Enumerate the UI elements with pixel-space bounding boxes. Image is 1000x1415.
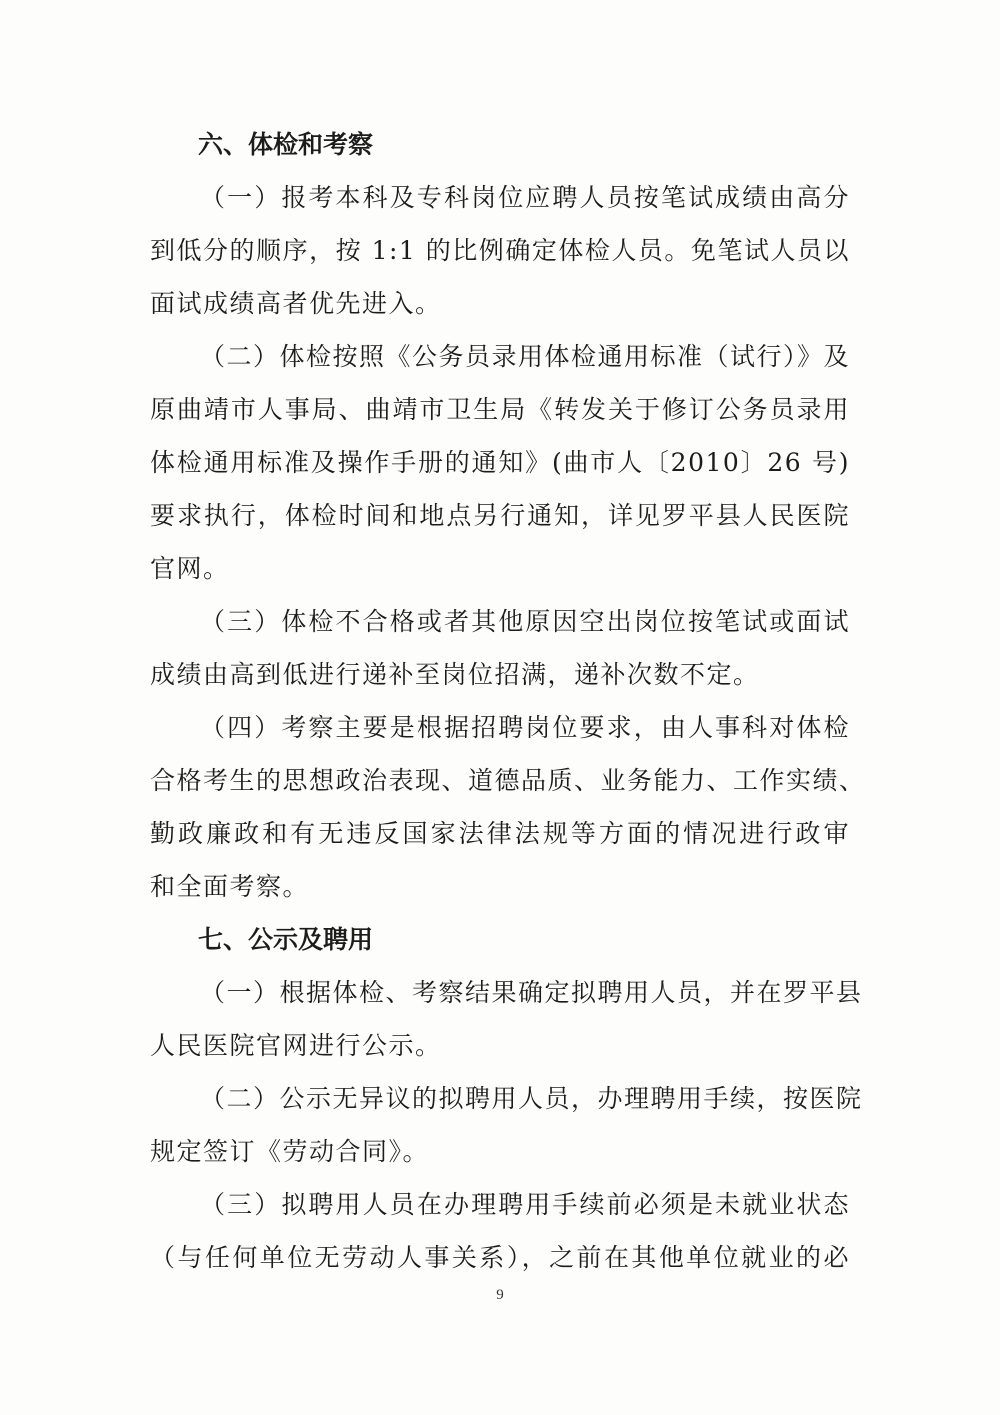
text-line: （二）公示无异议的拟聘用人员，办理聘用手续，按医院 [200, 1084, 863, 1113]
text-line: （三）体检不合格或者其他原因空出岗位按笔试或面试 [200, 607, 850, 636]
section-physical-exam [150, 118, 866, 913]
text-line: （四）考察主要是根据招聘岗位要求，由人事科对体检 [200, 713, 850, 742]
paragraph [150, 330, 850, 595]
text-line: （二）体检按照《公务员录用体检通用标准（试行）》及 [200, 342, 851, 371]
text-line: 人民医院官网进行公示。 [150, 1031, 442, 1060]
text-line: 规定签订《劳动合同》。 [150, 1137, 430, 1166]
text-line: 成绩由高到低进行递补至岗位招满，递补次数不定。 [150, 660, 760, 689]
paragraph [150, 595, 850, 701]
text-line: 原曲靖市人事局、曲靖市卫生局《转发关于修订公务员录用 [150, 395, 850, 424]
paragraph [150, 1072, 863, 1178]
section-heading: 六、体检和考察 [198, 130, 374, 159]
text-line: （与任何单位无劳动人事关系），之前在其他单位就业的必 [150, 1243, 850, 1272]
text-line: 官网。 [150, 554, 230, 583]
text-line: 合格考生的思想政治表现、道德品质、业务能力、工作实绩、 [150, 766, 866, 795]
paragraph [150, 966, 863, 1072]
document-body [150, 118, 866, 1284]
text-line: 到低分的顺序，按 1:1 的比例确定体检人员。免笔试人员以 [150, 236, 850, 265]
text-line: 要求执行，体检时间和地点另行通知，详见罗平县人民医院 [150, 501, 850, 530]
text-line: （一）根据体检、考察结果确定拟聘用人员，并在罗平县 [200, 978, 863, 1007]
text-line: 勤政廉政和有无违反国家法律法规等方面的情况进行政审 [150, 819, 850, 848]
paragraph [150, 701, 866, 913]
section-publicity-employment [150, 913, 863, 1284]
text-line: 面试成绩高者优先进入。 [150, 289, 442, 318]
paragraph [150, 1178, 850, 1284]
text-line: （三）拟聘用人员在办理聘用手续前必须是未就业状态 [200, 1190, 850, 1219]
section-heading: 七、公示及聘用 [198, 925, 374, 954]
text-line: 和全面考察。 [150, 872, 310, 901]
paragraph [150, 171, 850, 330]
page-number: 9 [496, 1287, 504, 1303]
text-line: 体检通用标准及操作手册的通知》(曲市人〔2010〕26 号) [150, 448, 850, 477]
text-line: （一）报考本科及专科岗位应聘人员按笔试成绩由高分 [200, 183, 850, 212]
